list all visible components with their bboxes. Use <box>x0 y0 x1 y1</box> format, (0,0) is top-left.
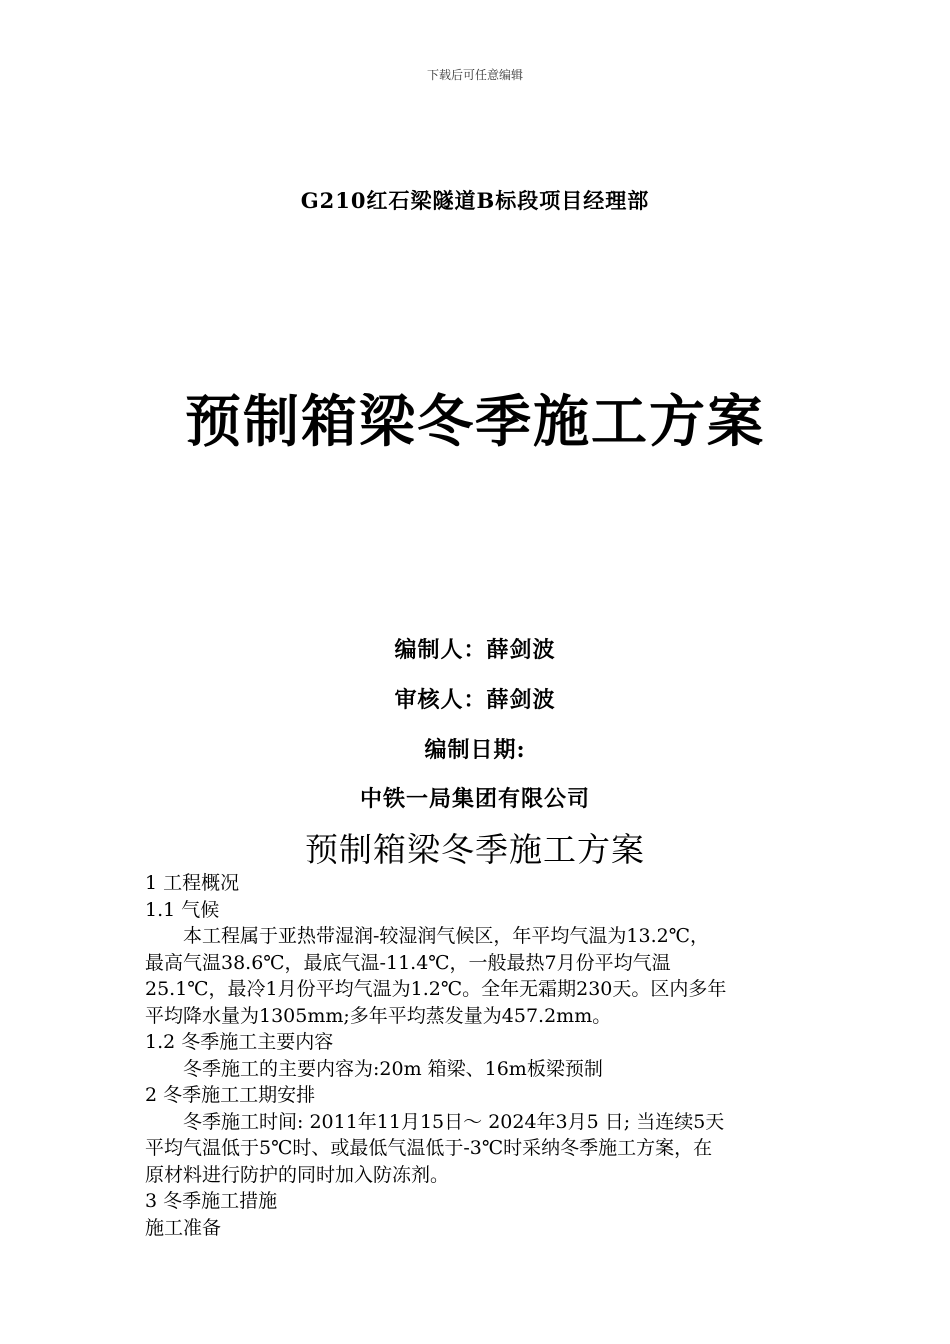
page-header-note: 下载后可任意编辑 <box>426 68 523 82</box>
paragraph-line: 平均降水量为1305mm;多年平均蒸发量为457.2mm。 <box>145 1004 612 1027</box>
paragraph-line: 平均气温低于5℃时、或最低气温低于-3℃时采纳冬季施工方案，在 <box>145 1137 713 1159</box>
paragraph-line: 冬季施工的主要内容为:20m 箱梁、16m板梁预制 <box>183 1057 603 1080</box>
body-title: 预制箱梁冬季施工方案 <box>305 830 645 869</box>
reviewer-line: 审核人：薛剑波 <box>394 687 556 713</box>
paragraph-line: 25.1℃，最冷1月份平均气温为1.2℃。全年无霜期230天。区内多年 <box>145 978 727 1000</box>
date-line: 编制日期: <box>424 737 526 763</box>
paragraph-line: 原材料进行防护的同时加入防冻剂。 <box>145 1163 450 1186</box>
subsection-heading: 施工准备 <box>145 1216 222 1239</box>
company-name: 中铁一局集团有限公司 <box>359 786 590 812</box>
paragraph-line: 冬季施工时间: 2011年11月15日～ 2024年3月5 日; 当连续5天 <box>183 1110 725 1133</box>
compiler-line: 编制人：薛剑波 <box>394 637 556 663</box>
document-body <box>145 870 805 1241</box>
organization-name: G210红石梁隧道B标段项目经理部 <box>300 188 650 213</box>
section-2-heading: 2 冬季施工工期安排 <box>145 1084 316 1106</box>
paragraph-line: 本工程属于亚热带湿润-较湿润气候区，年平均气温为13.2℃， <box>183 925 709 947</box>
section-1-1-heading: 1.1 气候 <box>145 898 220 921</box>
section-1-2-heading: 1.2 冬季施工主要内容 <box>145 1031 334 1053</box>
section-3-heading: 3 冬季施工措施 <box>145 1190 278 1212</box>
section-1-heading: 1 工程概况 <box>145 872 240 894</box>
paragraph-line: 最高气温38.6℃，最底气温-11.4℃，一般最热7月份平均气温 <box>145 951 671 974</box>
cover-title: 预制箱梁冬季施工方案 <box>185 389 765 455</box>
